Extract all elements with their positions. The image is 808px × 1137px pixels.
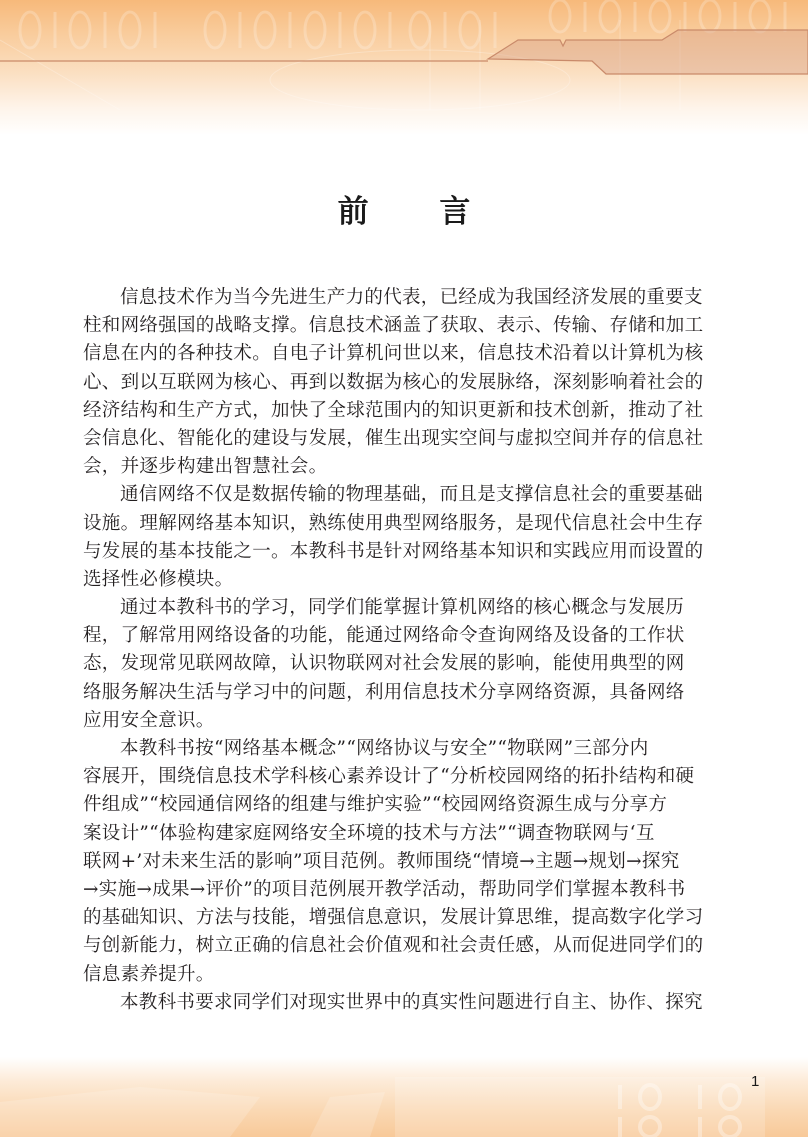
paragraph-4 [83,735,723,989]
header-tab-shape [488,30,808,74]
paragraph-3 [83,594,723,735]
text-line: 设施。理解网络基本知识，熟练使用典型网络服务，是现代信息社会中生存 [83,512,704,534]
text-line: 程，了解常用网络设备的功能，能通过网络命令查询网络及设备的工作状 [83,625,685,647]
text-line: 与创新能力，树立正确的信息社会价值观和社会责任感，从而促进同学们的 [83,935,704,957]
text-line: 通信网络不仅是数据传输的物理基础，而且是支撑信息社会的重要基础 [120,484,703,506]
text-line: →实施→成果→评价”的项目范例展开教学活动，帮助同学们掌握本教科书 [83,878,686,900]
text-line: 会，并逐步构建出智慧社会。 [83,456,328,478]
text-line: 联网+’对未来生活的影响”项目范例。教师围绕“情境→主题→规划→探究 [83,850,680,872]
text-line: 心、到以互联网为核心、再到以数据为核心的发展脉络，深刻影响着社会的 [83,371,704,393]
page-title: 前 言 [337,194,501,230]
text-line: 应用安全意识。 [83,709,215,731]
text-line: 容展开，围绕信息技术学科核心素养设计了“分析校园网络的拓扑结构和硬 [83,766,695,788]
page-number: 1 [751,1073,760,1090]
text-line: 信息技术作为当今先进生产力的代表，已经成为我国经济发展的重要支 [120,287,703,308]
paragraph-5 [83,989,723,1017]
text-line: 柱和网络强国的战略支撑。信息技术涵盖了获取、表示、传输、存储和加工 [83,315,704,337]
text-line: 会信息化、智能化的建设与发展，催生出现实空间与虚拟空间并存的信息社 [83,427,704,449]
text-line: 本教科书要求同学们对现实世界中的真实性问题进行自主、协作、探究 [120,991,703,1013]
footer-graphic [0,1057,808,1137]
text-line: 经济结构和生产方式，加快了全球范围内的知识更新和技术创新，推动了社 [83,399,704,421]
footer-decoration [0,1057,808,1137]
text-line: 与发展的基本技能之一。本教科书是针对网络基本知识和实践应用而设置的 [83,540,704,562]
header-graphic [0,0,808,135]
text-line: 信息素养提升。 [83,963,215,985]
paragraph-1 [83,284,723,481]
text-line: 选择性必修模块。 [83,568,234,590]
paragraph-2 [83,481,723,594]
text-line: 的基础知识、方法与技能，增强信息意识，发展计算思维，提高数字化学习 [83,907,704,929]
text-line: 态，发现常见联网故障，认识物联网对社会发展的影响，能使用典型的网 [83,653,685,675]
text-line: 通过本教科书的学习，同学们能掌握计算机网络的核心概念与发展历 [120,597,685,619]
text-line: 络服务解决生活与学习中的问题，利用信息技术分享网络资源，具备网络 [83,681,685,703]
text-line: 案设计”“体验构建家庭网络安全环境的技术与方法”“调查物联网与‘互 [83,822,655,844]
text-line: 信息在内的各种技术。自电子计算机问世以来，信息技术沿着以计算机为核 [83,343,704,365]
text-line: 本教科书按“网络基本概念”“网络协议与安全”“物联网”三部分内 [120,738,649,759]
preface-body [83,284,723,1017]
header-decoration [0,0,808,135]
text-line: 件组成”“校园通信网络的组建与维护实验”“校园网络资源生成与分享方 [83,794,668,816]
